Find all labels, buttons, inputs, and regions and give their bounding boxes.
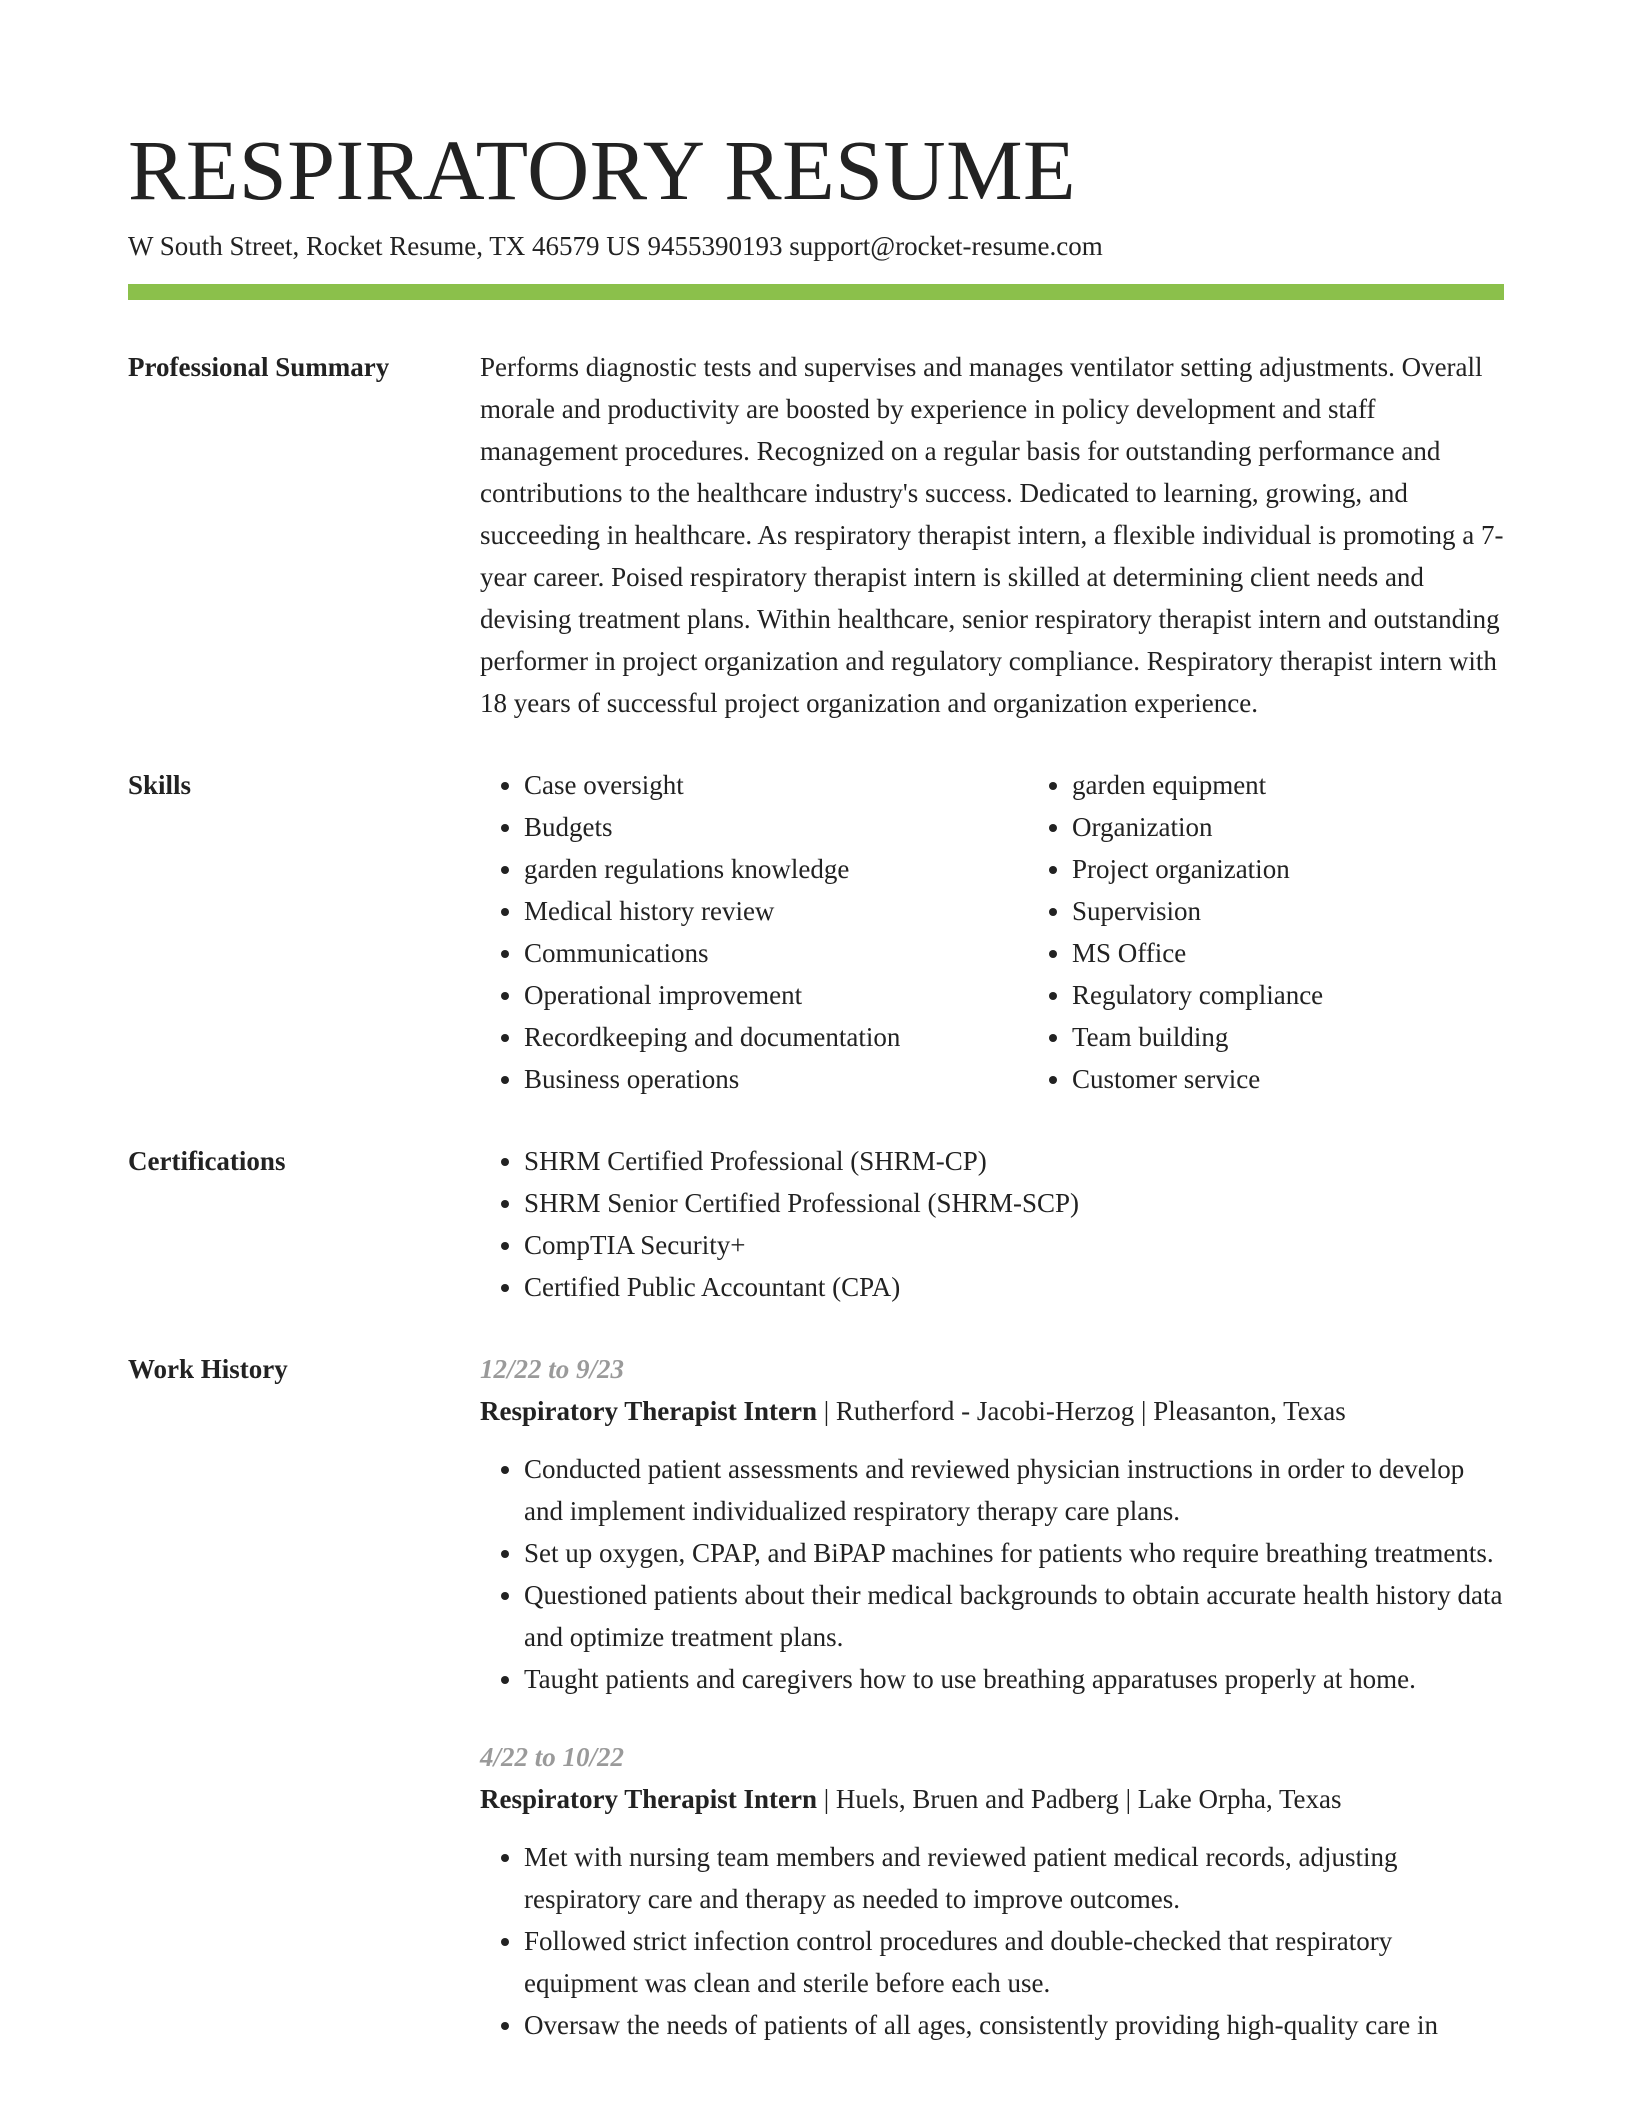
skill-item: • Project organization — [1072, 848, 1323, 890]
work-label: Work History — [128, 1354, 288, 1384]
accent-bar — [128, 284, 1504, 300]
job-bullet: • Oversaw the needs of patients of all ages, consistently providing high-quality care in — [524, 2004, 1504, 2046]
summary-text: Performs diagnostic tests and supervises and manages ventilator setting adjustments. Overall morale and productivity are boosted by experience in policy development and staff management procedures. Recognized on a regular basis for outstanding performance and contributions to the healthcare industry's success. Dedicated to learning, growing, and succeeding in healthcare. As respiratory therapist intern, a flexible individual is promoting a 7-year career. Poised respiratory therapist intern is skilled at determining client needs and devising treatment plans. Within healthcare, senior respiratory therapist intern and outstanding performer in project organization and regulatory compliance. Respiratory therapist intern with 18 years of successful project organization and organization experience. — [480, 352, 1504, 718]
certification-item: • CompTIA Security+ — [524, 1224, 1504, 1266]
job-bullet: • Followed strict infection control procedures and double-checked that respiratory equipment was clean and sterile before each use. — [524, 1920, 1504, 2004]
certification-item: • SHRM Certified Professional (SHRM-CP) — [524, 1140, 1504, 1182]
job-title: Respiratory Therapist Intern — [480, 1784, 817, 1814]
summary-section — [128, 346, 1504, 724]
skill-item: • Budgets — [524, 806, 1028, 848]
summary-label: Professional Summary — [128, 352, 390, 382]
job-details: | Rutherford - Jacobi-Herzog | Pleasanton, Texas — [817, 1396, 1346, 1426]
job-heading — [480, 1778, 1504, 1820]
job-bullet: • Set up oxygen, CPAP, and BiPAP machines for patients who require breathing treatments. — [524, 1532, 1504, 1574]
work-section — [128, 1348, 1504, 2082]
skill-item: • MS Office — [1072, 932, 1323, 974]
skill-item: • Supervision — [1072, 890, 1323, 932]
job-title: Respiratory Therapist Intern — [480, 1396, 817, 1426]
skills-section — [128, 764, 1504, 1100]
certification-item: • Certified Public Accountant (CPA) — [524, 1266, 1504, 1308]
skill-item: • Case oversight — [524, 764, 1028, 806]
skills-label: Skills — [128, 770, 192, 800]
skill-item: • Team building — [1072, 1016, 1323, 1058]
certifications-content — [480, 1140, 1504, 1308]
contact-line: W South Street, Rocket Resume, TX 46579 US 9455390193 support@rocket-resume.com — [128, 231, 1103, 261]
job-bullet: • Conducted patient assessments and reviewed physician instructions in order to develop and implement individualized respiratory therapy care plans. — [524, 1448, 1504, 1532]
job-bullets — [480, 1448, 1504, 1700]
skill-item: • Recordkeeping and documentation — [524, 1016, 1028, 1058]
skill-item: • Medical history review — [524, 890, 1028, 932]
work-content — [480, 1348, 1504, 2082]
skill-item: • Customer service — [1072, 1058, 1323, 1100]
resume-page — [128, 120, 1504, 2082]
certifications-section — [128, 1140, 1504, 1308]
job-entry — [480, 1736, 1504, 2046]
skill-item: • garden equipment — [1072, 764, 1323, 806]
skills-list-left — [480, 764, 1028, 1100]
job-dates: 4/22 to 10/22 — [480, 1742, 625, 1772]
skills-content — [480, 764, 1504, 1100]
skill-item: • Regulatory compliance — [1072, 974, 1323, 1016]
job-dates: 12/22 to 9/23 — [480, 1354, 625, 1384]
job-bullets — [480, 1836, 1504, 2046]
certifications-list — [480, 1140, 1504, 1308]
job-entry — [480, 1348, 1504, 1700]
skill-item: • Communications — [524, 932, 1028, 974]
skill-item: • Operational improvement — [524, 974, 1028, 1016]
skill-item: • Business operations — [524, 1058, 1028, 1100]
skill-item: • Organization — [1072, 806, 1323, 848]
job-details: | Huels, Bruen and Padberg | Lake Orpha, Texas — [817, 1784, 1342, 1814]
certification-item: • SHRM Senior Certified Professional (SHRM-SCP) — [524, 1182, 1504, 1224]
resume-title: RESPIRATORY RESUME — [128, 122, 1077, 218]
skills-list-right — [1028, 764, 1323, 1100]
job-bullet: • Taught patients and caregivers how to use breathing apparatuses properly at home. — [524, 1658, 1504, 1700]
job-bullet: • Questioned patients about their medical backgrounds to obtain accurate health history data and optimize treatment plans. — [524, 1574, 1504, 1658]
summary-content — [480, 346, 1504, 724]
certifications-label: Certifications — [128, 1146, 286, 1176]
job-bullet: • Met with nursing team members and reviewed patient medical records, adjusting respiratory care and therapy as needed to improve outcomes. — [524, 1836, 1504, 1920]
job-heading — [480, 1390, 1504, 1432]
skill-item: • garden regulations knowledge — [524, 848, 1028, 890]
